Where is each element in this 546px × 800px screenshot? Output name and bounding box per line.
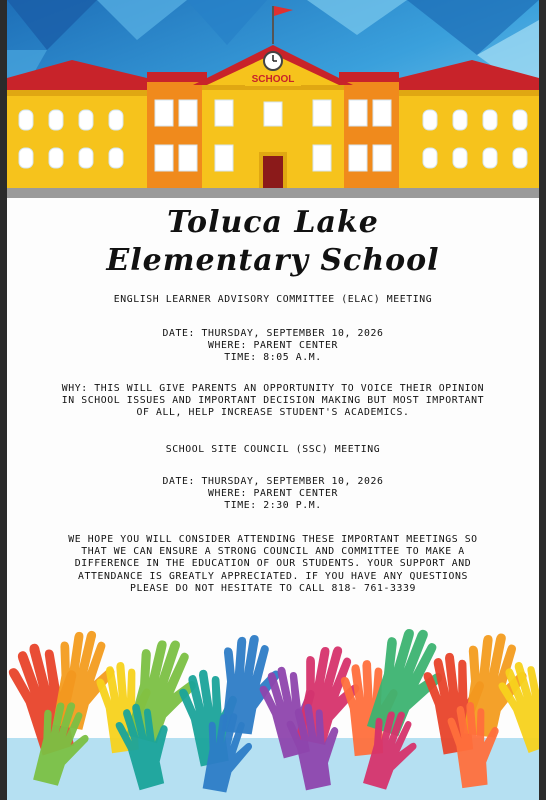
closing-paragraph [7,534,539,595]
ssc-date: DATE: THURSDAY, SEPTEMBER 10, 2026 [162,476,384,487]
why-line-2: IN SCHOOL ISSUES AND IMPORTANT DECISION MAKING BUT MOST IMPORTANT [61,395,485,407]
elac-heading: ENGLISH LEARNER ADVISORY COMMITTEE (ELAC) MEETING [113,294,433,305]
raised-hands-illustration [7,628,539,800]
elac-heading-block [7,294,539,306]
closing-line-5: PLEASE DO NOT HESITATE TO CALL 818- 761-3339 [130,582,416,594]
closing-line-4: ATTENDANCE IS GREATLY APPRECIATED. IF YOU HAVE ANY QUESTIONS [78,570,468,582]
elac-time: TIME: 8:05 A.M. [224,352,322,364]
ssc-details [7,476,539,513]
closing-line-1: WE HOPE YOU WILL CONSIDER ATTENDING THESE IMPORTANT MEETINGS SO [68,534,478,545]
ssc-time: TIME: 2:30 P.M. [224,500,322,512]
school-name-line-2: Elementary School [106,243,440,278]
school-name-line-1: Toluca Lake [167,205,379,240]
school-building-illustration [7,0,539,205]
why-paragraph [7,383,539,420]
elac-details [7,328,539,365]
school-sign-text: SCHOOL [251,74,295,85]
ssc-where: WHERE: PARENT CENTER [208,488,338,500]
elac-date: DATE: THURSDAY, SEPTEMBER 10, 2026 [162,328,384,339]
closing-line-3: DIFFERENCE IN THE EDUCATION OF OUR STUDENTS. YOUR SUPPORT AND [74,558,472,570]
closing-line-2: THAT WE CAN ENSURE A STRONG COUNCIL AND COMMITTEE TO MAKE A [81,546,465,558]
ssc-heading-block [7,444,539,456]
flyer-page [7,0,539,800]
why-line-1: WHY: THIS WILL GIVE PARENTS AN OPPORTUNITY TO VOICE THEIR OPINION [61,383,485,394]
ssc-heading: SCHOOL SITE COUNCIL (SSC) MEETING [165,444,381,455]
why-line-3: OF ALL, HELP INCREASE STUDENT'S ACADEMICS. [136,407,410,419]
elac-where: WHERE: PARENT CENTER [208,340,338,352]
